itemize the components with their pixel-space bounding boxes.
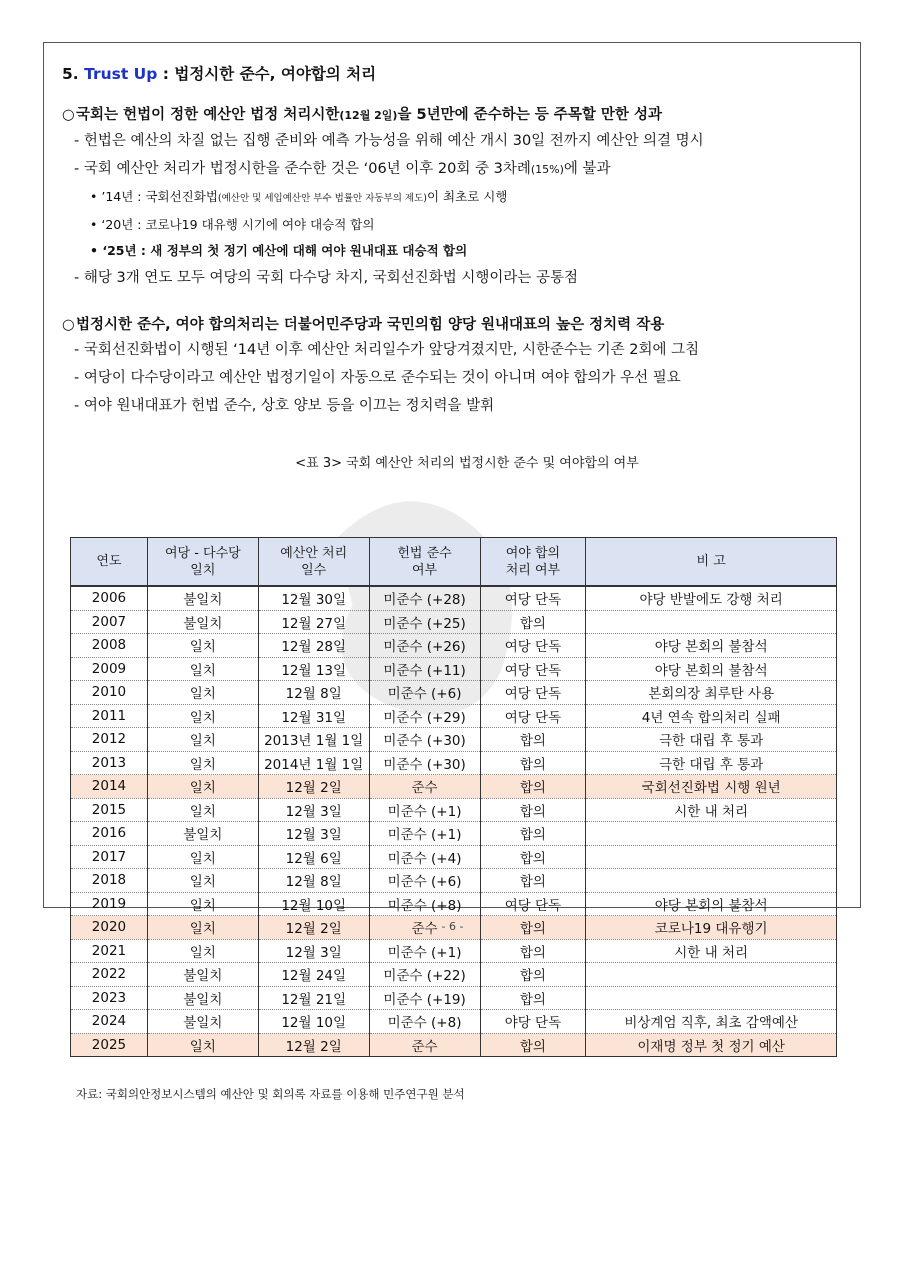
table-cell-agree: 여당 단독 xyxy=(480,586,586,610)
table-cell-agree: 합의 xyxy=(480,798,586,822)
table-cell-match: 불일치 xyxy=(147,1010,258,1034)
table-cell-match: 일치 xyxy=(147,916,258,940)
table-cell-comply: 미준수 (+30) xyxy=(369,728,480,752)
header-line1: 여야 합의 xyxy=(505,545,561,561)
table-cell-date: 12월 27일 xyxy=(258,610,369,634)
table-cell-year: 2009 xyxy=(71,657,148,681)
table-cell-date: 12월 8일 xyxy=(258,681,369,705)
table-cell-note: 코로나19 대유행기 xyxy=(586,916,837,940)
point1-dash2 xyxy=(62,155,842,184)
point1-heading-a: 국회는 헌법이 정한 예산안 법정 처리시한 xyxy=(76,107,340,123)
table-row xyxy=(71,798,837,822)
point1-dot1-small: (예산안 및 세입예산안 부수 법률안 자동부의 제도) xyxy=(217,193,427,204)
table-cell-agree: 합의 xyxy=(480,728,586,752)
table-cell-match: 일치 xyxy=(147,939,258,963)
table-cell-note: 4년 연속 합의처리 실패 xyxy=(586,704,837,728)
table-cell-date: 12월 28일 xyxy=(258,634,369,658)
table-cell-match: 일치 xyxy=(147,869,258,893)
table-cell-comply: 미준수 (+6) xyxy=(369,869,480,893)
table-cell-comply: 미준수 (+1) xyxy=(369,939,480,963)
table-row xyxy=(71,728,837,752)
table-cell-date: 12월 24일 xyxy=(258,963,369,987)
table-cell-agree: 합의 xyxy=(480,939,586,963)
table-cell-year: 2017 xyxy=(71,845,148,869)
point1-dot1-a: • ’14년 : 국회선진화법 xyxy=(90,189,218,204)
table-cell-match: 일치 xyxy=(147,845,258,869)
table-row xyxy=(71,822,837,846)
table-row xyxy=(71,751,837,775)
table-cell-comply: 미준수 (+30) xyxy=(369,751,480,775)
table-cell-comply: 미준수 (+6) xyxy=(369,681,480,705)
header-line1: 헌법 준수 xyxy=(397,545,452,561)
table-cell-note: 야당 반발에도 강행 처리 xyxy=(586,586,837,610)
table-cell-date: 12월 21일 xyxy=(258,986,369,1010)
table-cell-note: 본회의장 최루탄 사용 xyxy=(586,681,837,705)
table-cell-date: 12월 3일 xyxy=(258,822,369,846)
table-cell-date: 12월 10일 xyxy=(258,892,369,916)
table-cell-match: 일치 xyxy=(147,798,258,822)
table-cell-comply: 미준수 (+11) xyxy=(369,657,480,681)
point1-dot1-b: 이 최초로 시행 xyxy=(427,189,508,204)
table-row xyxy=(71,610,837,634)
point1-dash1: - 헌법은 예산의 차질 없는 집행 준비와 예측 가능성을 위해 예산 개시 30일 전까지 예산안 의결 명시 xyxy=(74,133,704,149)
table-cell-note: 야당 본회의 불참석 xyxy=(586,892,837,916)
point1-heading xyxy=(62,104,842,127)
table-cell-comply: 미준수 (+8) xyxy=(369,1010,480,1034)
header-line1: 예산안 처리 xyxy=(280,545,348,561)
table-header-cell xyxy=(586,538,837,587)
table-cell-match: 일치 xyxy=(147,634,258,658)
table-cell-agree: 합의 xyxy=(480,822,586,846)
table-cell-date: 12월 30일 xyxy=(258,586,369,610)
table-header-cell xyxy=(258,538,369,587)
table-cell-year: 2021 xyxy=(71,939,148,963)
table-cell-comply: 미준수 (+4) xyxy=(369,845,480,869)
table-cell-agree: 여당 단독 xyxy=(480,634,586,658)
table-cell-match: 불일치 xyxy=(147,610,258,634)
table-cell-agree: 합의 xyxy=(480,986,586,1010)
table-cell-match: 불일치 xyxy=(147,986,258,1010)
table-cell-year: 2013 xyxy=(71,751,148,775)
table-cell-match: 일치 xyxy=(147,1033,258,1057)
table-cell-agree: 여당 단독 xyxy=(480,681,586,705)
table-cell-date: 12월 3일 xyxy=(258,798,369,822)
point2-dash2: - 여당이 다수당이라고 예산안 법정기일이 자동으로 준수되는 것이 아니며 여야 합의가 우선 필요 xyxy=(74,370,681,386)
table-cell-year: 2012 xyxy=(71,728,148,752)
table-source-note: 자료: 국회의안정보시스템의 예산안 및 회의록 자료를 이용해 민주연구원 분석 xyxy=(76,1087,465,1101)
table-cell-note: 국회선진화법 시행 원년 xyxy=(586,775,837,799)
point2-heading-text: 법정시한 준수, 여야 합의처리는 더불어민주당과 국민의힘 양당 원내대표의 높은 정치력 작용 xyxy=(76,317,665,333)
point1-dash2-a: - 국회 예산안 처리가 법정시한을 준수한 것은 ‘06년 이후 20회 중 3차례 xyxy=(74,161,531,177)
table-row xyxy=(71,869,837,893)
table-cell-agree: 합의 xyxy=(480,963,586,987)
point1-heading-b: 을 5년만에 준수하는 등 주목할 만한 성과 xyxy=(397,107,662,123)
table-cell-match: 일치 xyxy=(147,775,258,799)
table-row xyxy=(71,892,837,916)
table-cell-agree: 여당 단독 xyxy=(480,657,586,681)
table-caption: <표 3> 국회 예산안 처리의 법정시한 준수 및 여야합의 여부 xyxy=(295,456,639,471)
table-cell-agree: 합의 xyxy=(480,845,586,869)
table-cell-agree: 합의 xyxy=(480,1033,586,1057)
table-cell-match: 일치 xyxy=(147,728,258,752)
header-line1: 연도 xyxy=(96,554,122,569)
table-cell-year: 2015 xyxy=(71,798,148,822)
table-cell-date: 12월 2일 xyxy=(258,1033,369,1057)
table-row xyxy=(71,586,837,610)
table-cell-date: 12월 8일 xyxy=(258,869,369,893)
table-cell-comply: 미준수 (+8) xyxy=(369,892,480,916)
table-row xyxy=(71,939,837,963)
table-cell-match: 일치 xyxy=(147,681,258,705)
point1-dash2-small: (15%) xyxy=(530,163,564,176)
table-cell-date: 12월 31일 xyxy=(258,704,369,728)
point1-dot1 xyxy=(62,184,842,212)
table-cell-date: 12월 2일 xyxy=(258,775,369,799)
circle-bullet-icon: ○ xyxy=(62,107,75,123)
table-cell-comply: 준수 xyxy=(369,1033,480,1057)
header-line2: 일치 xyxy=(190,562,216,578)
table-cell-agree: 합의 xyxy=(480,610,586,634)
table-cell-comply: 준수 xyxy=(369,775,480,799)
table-cell-year: 2023 xyxy=(71,986,148,1010)
table-cell-year: 2022 xyxy=(71,963,148,987)
header-line2: 여부 xyxy=(412,562,438,578)
table-cell-note: 비상계엄 직후, 최초 감액예산 xyxy=(586,1010,837,1034)
table-cell-year: 2008 xyxy=(71,634,148,658)
table-cell-year: 2020 xyxy=(71,916,148,940)
table-cell-date: 12월 3일 xyxy=(258,939,369,963)
table-cell-year: 2007 xyxy=(71,610,148,634)
table-cell-match: 불일치 xyxy=(147,822,258,846)
table-cell-note xyxy=(586,869,837,893)
point1-dot2: • ‘20년 : 코로나19 대유행 시기에 여야 대승적 합의 xyxy=(90,217,375,232)
table-cell-year: 2018 xyxy=(71,869,148,893)
point2-dash3: - 여야 원내대표가 헌법 준수, 상호 양보 등을 이끄는 정치력을 발휘 xyxy=(74,398,495,414)
header-line1: 비 고 xyxy=(696,554,726,569)
table-cell-match: 불일치 xyxy=(147,963,258,987)
point1-dash2-b: 에 불과 xyxy=(563,161,611,177)
table-row xyxy=(71,704,837,728)
table-cell-comply: 미준수 (+19) xyxy=(369,986,480,1010)
header-line2: 일수 xyxy=(301,562,327,578)
table-cell-date: 12월 2일 xyxy=(258,916,369,940)
table-cell-agree: 합의 xyxy=(480,869,586,893)
table-row xyxy=(71,1033,837,1057)
section-title xyxy=(62,62,842,86)
table-cell-year: 2010 xyxy=(71,681,148,705)
table-cell-note xyxy=(586,822,837,846)
budget-deadline-table xyxy=(70,537,837,1057)
table-cell-agree: 야당 단독 xyxy=(480,1010,586,1034)
table-cell-agree: 합의 xyxy=(480,775,586,799)
table-cell-year: 2025 xyxy=(71,1033,148,1057)
table-cell-note xyxy=(586,986,837,1010)
table-row xyxy=(71,657,837,681)
table-cell-comply: 미준수 (+22) xyxy=(369,963,480,987)
table-header-cell xyxy=(147,538,258,587)
point1-dash3: - 해당 3개 연도 모두 여당의 국회 다수당 차지, 국회선진화법 시행이라는 공통점 xyxy=(74,270,578,286)
table-cell-match: 일치 xyxy=(147,657,258,681)
table-cell-agree: 합의 xyxy=(480,751,586,775)
point1-dot3: • ‘25년 : 새 정부의 첫 정기 예산에 대해 여야 원내대표 대승적 합의 xyxy=(90,243,468,258)
table-header-cell xyxy=(480,538,586,587)
table-cell-match: 불일치 xyxy=(147,586,258,610)
table-cell-year: 2016 xyxy=(71,822,148,846)
table-cell-year: 2011 xyxy=(71,704,148,728)
table-cell-date: 12월 6일 xyxy=(258,845,369,869)
table-cell-match: 일치 xyxy=(147,704,258,728)
table-cell-comply: 미준수 (+29) xyxy=(369,704,480,728)
table-cell-comply: 미준수 (+28) xyxy=(369,586,480,610)
section-title-en: Trust Up xyxy=(84,65,158,83)
table-cell-match: 일치 xyxy=(147,751,258,775)
table-cell-note: 야당 본회의 불참석 xyxy=(586,634,837,658)
table-cell-note: 극한 대립 후 통과 xyxy=(586,751,837,775)
table-row xyxy=(71,634,837,658)
table-row xyxy=(71,681,837,705)
table-cell-agree: 합의 xyxy=(480,916,586,940)
table-cell-note: 시한 내 처리 xyxy=(586,939,837,963)
table-cell-date: 2013년 1월 1일 xyxy=(258,728,369,752)
header-line2: 처리 여부 xyxy=(505,562,561,578)
table-cell-note: 야당 본회의 불참석 xyxy=(586,657,837,681)
table-cell-note: 이재명 정부 첫 정기 예산 xyxy=(586,1033,837,1057)
table-row xyxy=(71,775,837,799)
point1-heading-small: (12월 2일) xyxy=(339,109,398,122)
table-cell-date: 12월 10일 xyxy=(258,1010,369,1034)
table-cell-year: 2006 xyxy=(71,586,148,610)
section-title-rest: : 법정시한 준수, 여야합의 처리 xyxy=(157,65,377,83)
table-cell-note xyxy=(586,845,837,869)
page-number: - 6 - xyxy=(441,920,464,933)
point2-heading xyxy=(62,314,842,336)
table-cell-note xyxy=(586,610,837,634)
table-row xyxy=(71,986,837,1010)
table-cell-note: 극한 대립 후 통과 xyxy=(586,728,837,752)
table-header-cell xyxy=(71,538,148,587)
table-header-cell xyxy=(369,538,480,587)
table-cell-note xyxy=(586,963,837,987)
table-row xyxy=(71,963,837,987)
table-cell-year: 2019 xyxy=(71,892,148,916)
table-cell-agree: 여당 단독 xyxy=(480,892,586,916)
table-header-row xyxy=(71,538,837,587)
circle-bullet-icon: ○ xyxy=(62,317,75,333)
table-cell-match: 일치 xyxy=(147,892,258,916)
table-cell-note: 시한 내 처리 xyxy=(586,798,837,822)
table-cell-comply: 미준수 (+1) xyxy=(369,822,480,846)
table-cell-comply: 미준수 (+1) xyxy=(369,798,480,822)
table-row xyxy=(71,1010,837,1034)
table-cell-date: 2014년 1월 1일 xyxy=(258,751,369,775)
table-cell-year: 2024 xyxy=(71,1010,148,1034)
table-row xyxy=(71,845,837,869)
header-line1: 여당 - 다수당 xyxy=(164,545,241,561)
point2-dash1: - 국회선진화법이 시행된 ‘14년 이후 예산안 처리일수가 앞당겨졌지만, 시한준수는 기존 2회에 그침 xyxy=(74,342,700,358)
table-cell-agree: 여당 단독 xyxy=(480,704,586,728)
table-cell-comply: 미준수 (+26) xyxy=(369,634,480,658)
table-cell-comply: 미준수 (+25) xyxy=(369,610,480,634)
section-number: 5. xyxy=(62,65,79,83)
table-cell-date: 12월 13일 xyxy=(258,657,369,681)
table-cell-year: 2014 xyxy=(71,775,148,799)
table-cell-comply: 준수 xyxy=(369,916,480,940)
document-body xyxy=(62,60,842,481)
